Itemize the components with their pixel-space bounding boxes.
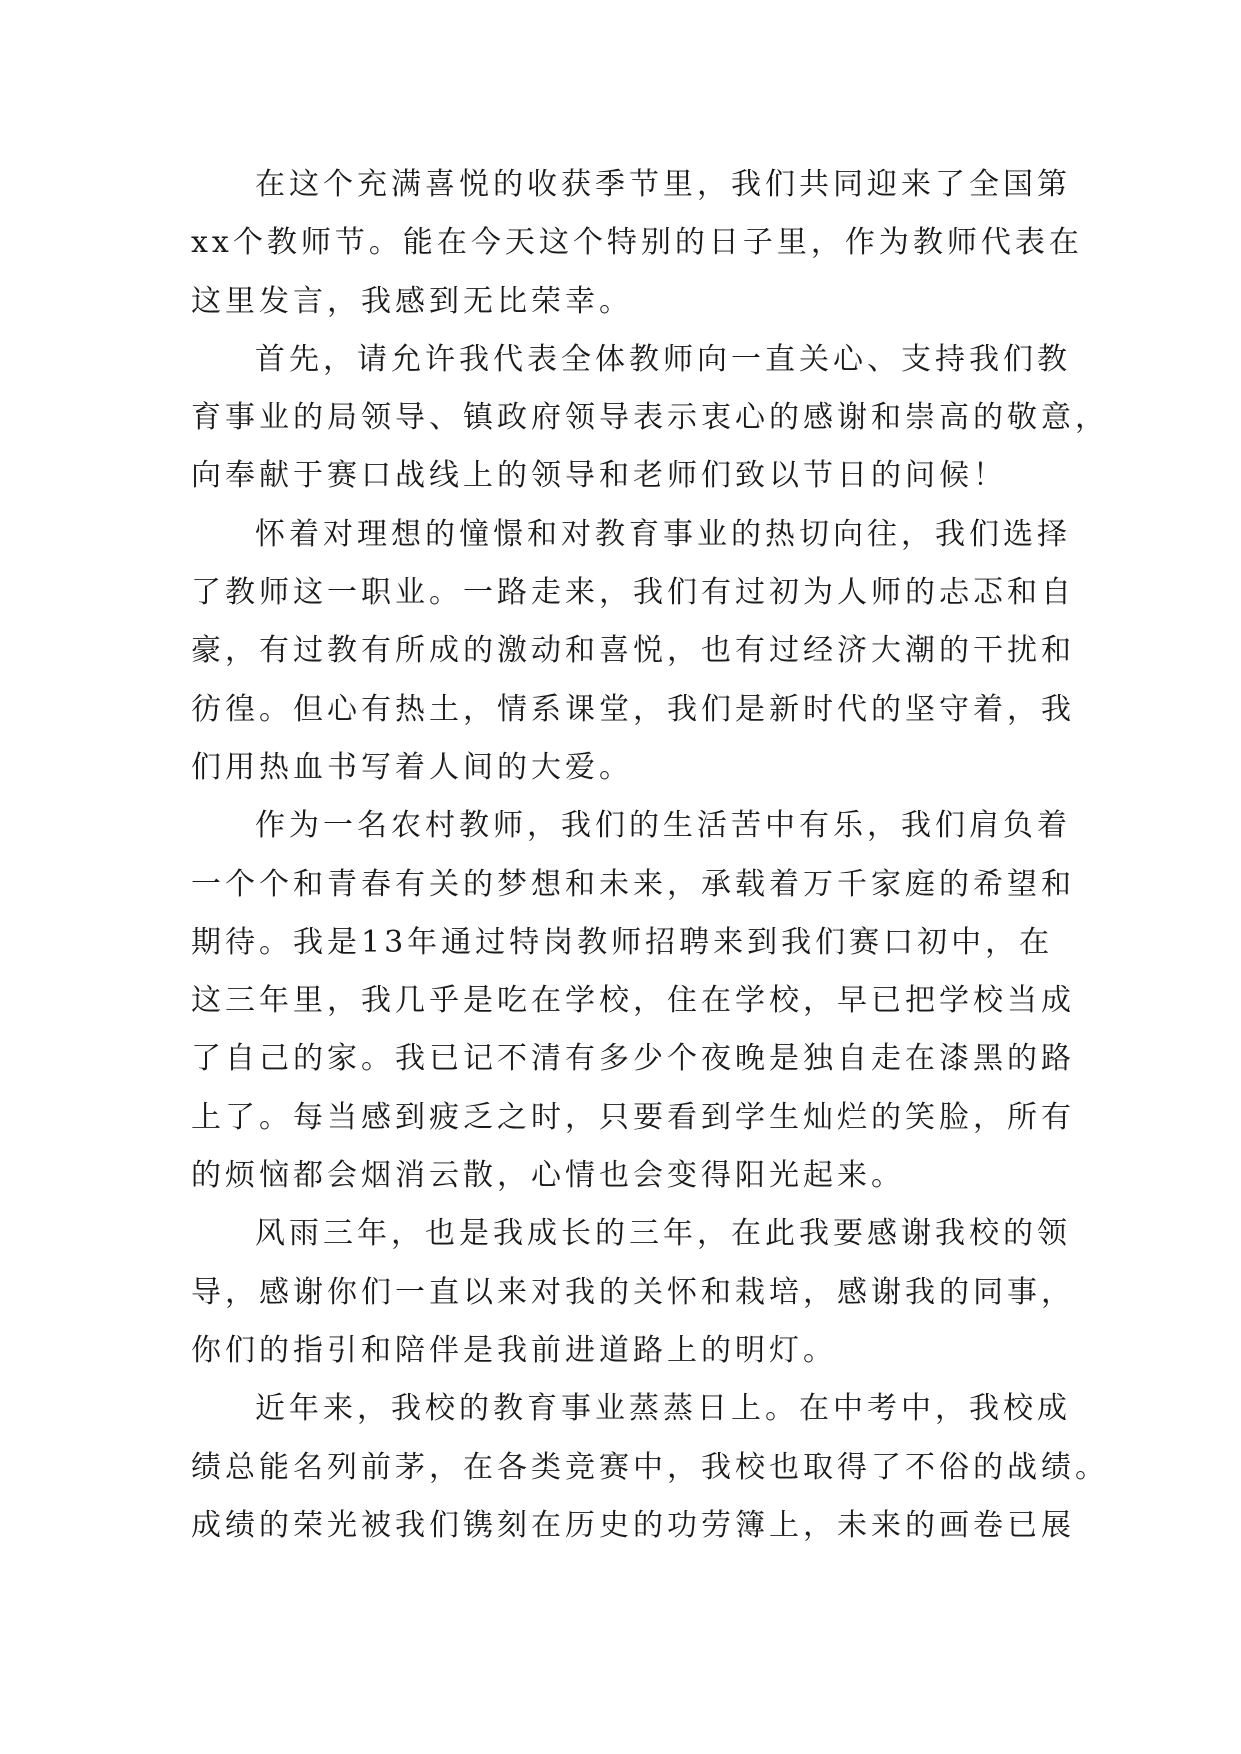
text-line: 这里发言，我感到无比荣幸。	[191, 283, 633, 319]
paragraph	[191, 797, 1075, 1205]
text-line: 在这个充满喜悦的收获季节里，我们共同迎来了全国第	[255, 167, 1071, 202]
text-line: xx个教师节。能在今天这个特别的日子里，作为教师代表在	[191, 225, 1083, 261]
paragraph	[191, 1205, 1075, 1380]
paragraph	[191, 506, 1075, 797]
text-line: 作为一名农村教师，我们的生活苦中有乐，我们肩负着	[255, 808, 1071, 844]
text-line: 绩总能名列前茅，在各类竞赛中，我校也取得了不俗的战绩。	[191, 1449, 1109, 1485]
text-line: 育事业的局领导、镇政府领导表示衷心的感谢和崇高的敬意，	[191, 400, 1109, 436]
text-line: 怀着对理想的憧憬和对教育事业的热切向往，我们选择	[255, 516, 1071, 552]
text-line: 们用热血书写着人间的大爱。	[191, 749, 633, 785]
text-line: 了自己的家。我已记不清有多少个夜晚是独自走在漆黑的路	[191, 1041, 1075, 1077]
text-line: 这三年里，我几乎是吃在学校，住在学校，早已把学校当成	[191, 983, 1075, 1019]
text-line: 上了。每当感到疲乏之时，只要看到学生灿烂的笑脸，所有	[191, 1099, 1075, 1135]
text-line: 首先，请允许我代表全体教师向一直关心、支持我们教	[255, 341, 1071, 377]
text-line: 向奉献于赛口战线上的领导和老师们致以节日的问候！	[191, 458, 1007, 494]
text-line: 一个个和青春有关的梦想和未来，承载着万千家庭的希望和	[191, 866, 1075, 902]
text-line: 了教师这一职业。一路走来，我们有过初为人师的忐忑和自	[191, 575, 1075, 611]
text-line: 彷徨。但心有热土，情系课堂，我们是新时代的坚守着，我	[191, 691, 1075, 727]
text-line: 你们的指引和陪伴是我前进道路上的明灯。	[191, 1332, 837, 1368]
text-line: 豪，有过教有所成的激动和喜悦，也有过经济大潮的干扰和	[191, 633, 1075, 669]
text-line: 近年来，我校的教育事业蒸蒸日上。在中考中，我校成	[255, 1391, 1071, 1427]
text-line: 的烦恼都会烟消云散，心情也会变得阳光起来。	[191, 1158, 905, 1194]
paragraph	[191, 1380, 1109, 1555]
text-line: 期待。我是13年通过特岗教师招聘来到我们赛口初中，在	[191, 924, 1054, 960]
text-line: 成绩的荣光被我们镌刻在历史的功劳簿上，未来的画卷已展	[191, 1507, 1075, 1543]
speech-body	[191, 156, 1109, 1555]
paragraph	[191, 156, 1083, 331]
text-line: 风雨三年，也是我成长的三年，在此我要感谢我校的领	[255, 1216, 1071, 1252]
text-line: 导，感谢你们一直以来对我的关怀和栽培，感谢我的同事，	[191, 1274, 1075, 1310]
paragraph	[191, 331, 1109, 506]
